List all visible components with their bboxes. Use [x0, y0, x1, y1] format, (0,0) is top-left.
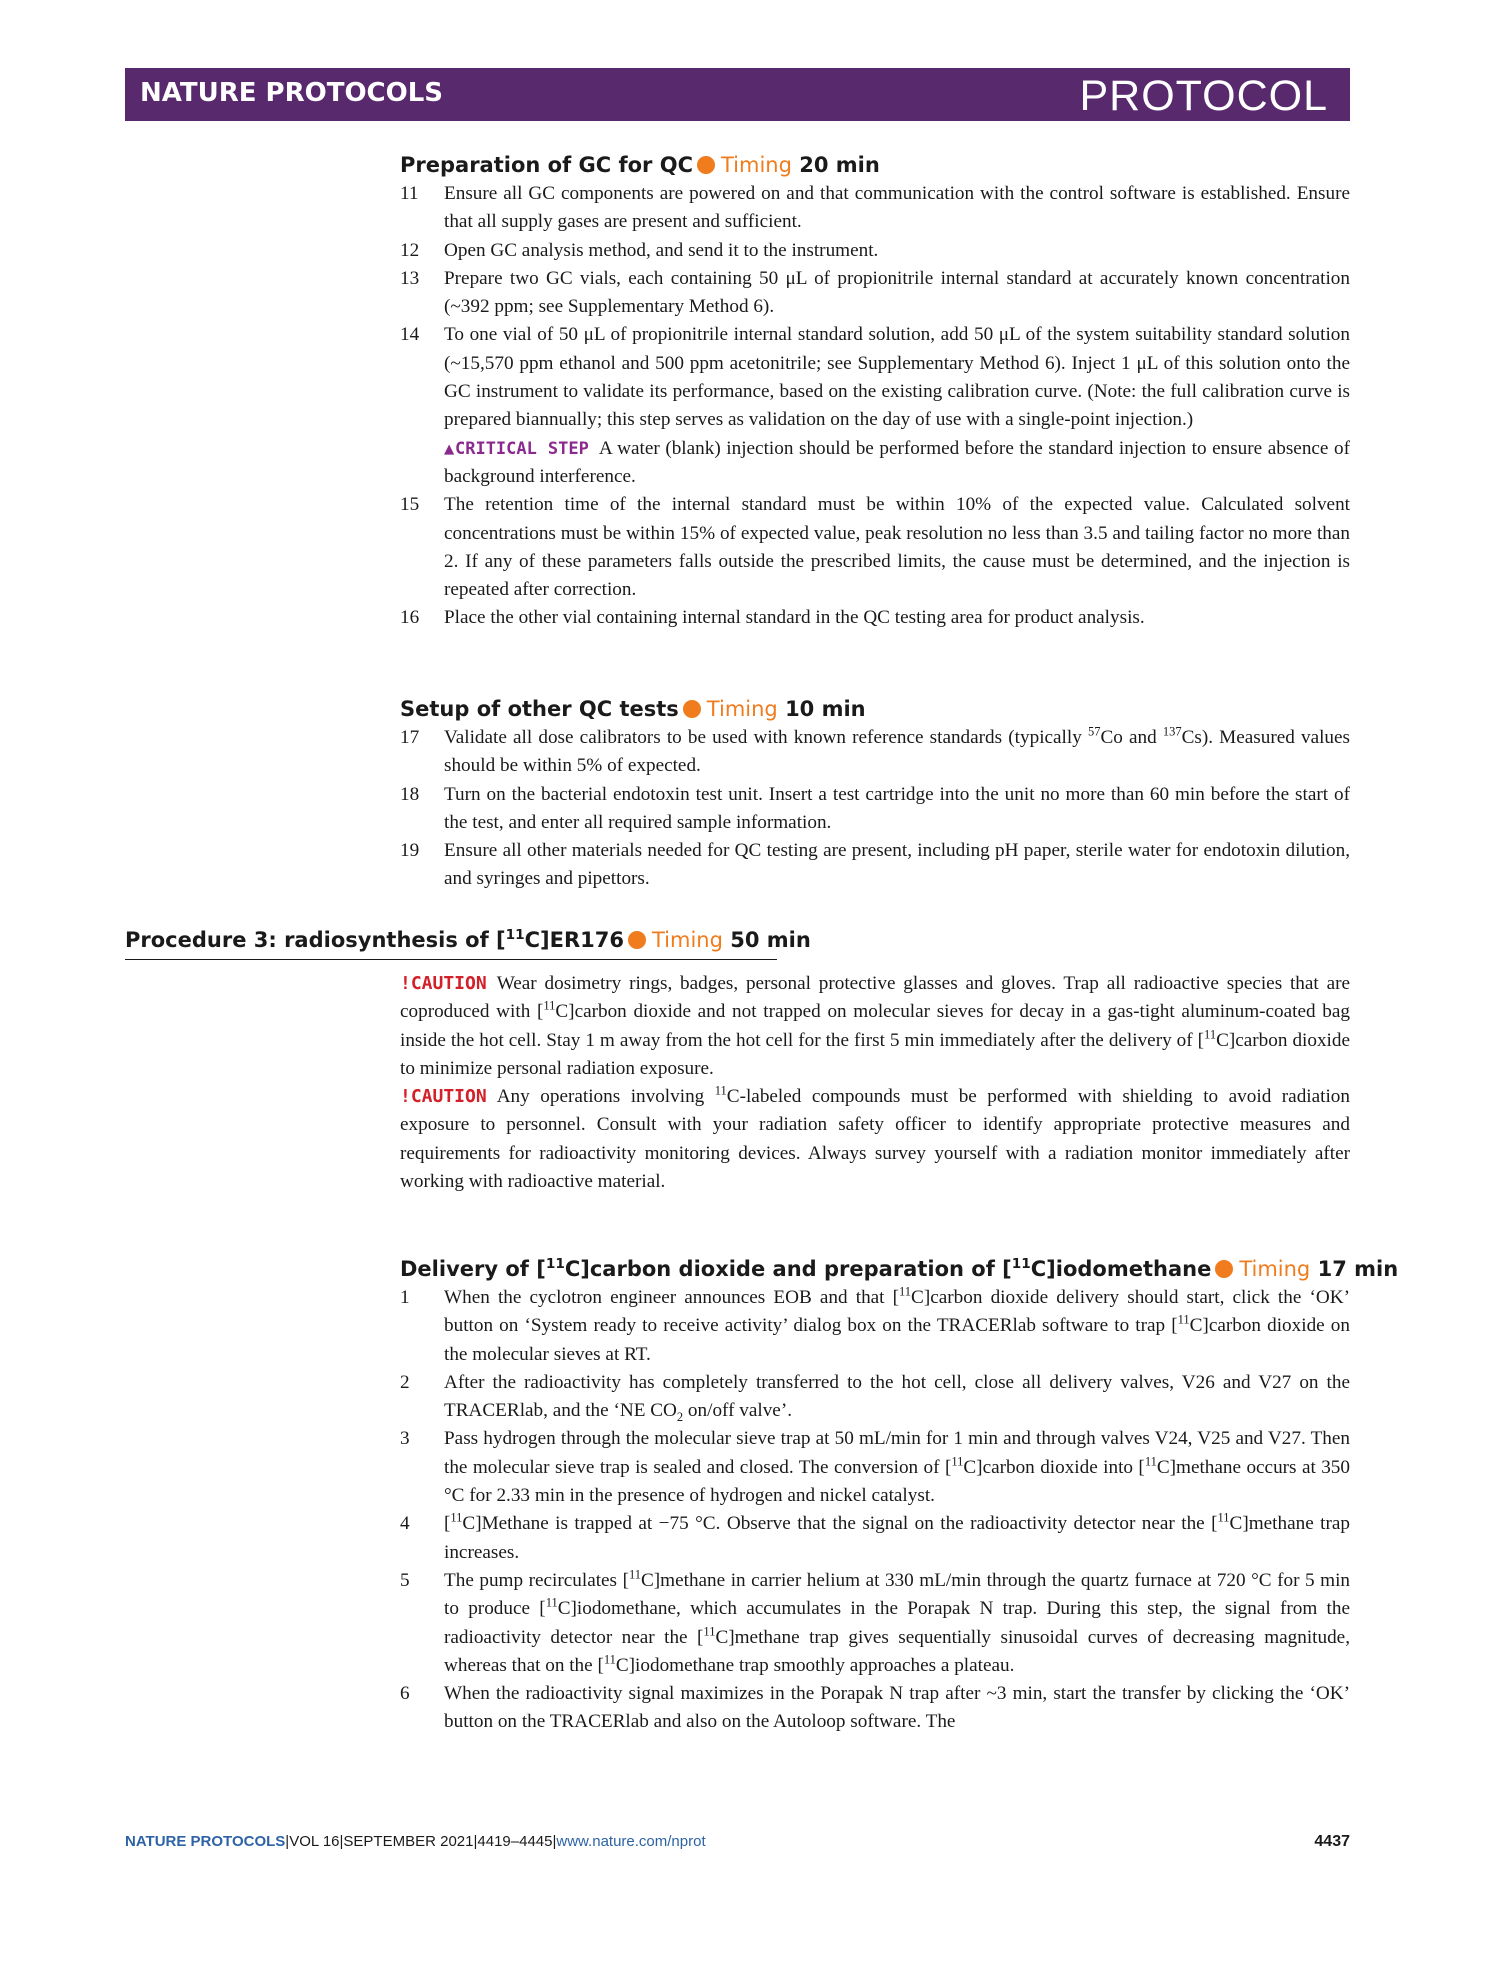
step-13: [400, 265, 1350, 322]
section-label: PROTOCOL: [1079, 72, 1328, 120]
caution-label: !CAUTION: [400, 1086, 487, 1108]
step-number: 16: [400, 607, 420, 629]
timing-value: 20 min: [799, 153, 880, 177]
timing-dot-icon: [628, 931, 646, 949]
step-5: [400, 1567, 1350, 1680]
step-number: 12: [400, 239, 420, 261]
step-text: After the radioactivity has completely transferred to the hot cell, close all delivery valves, V26 and V27 on the TRACERlab, and the ‘NE $CO_2$ on/off valve’.: [444, 1371, 1350, 1425]
qc-steps: [400, 724, 1350, 894]
step-18: [400, 781, 1350, 838]
timing-label: Timing: [651, 928, 723, 952]
step-text: Open GC analysis method, and send it to the instrument.: [444, 239, 879, 261]
footer-pages: 4419–4445: [477, 1833, 553, 1850]
step-number: 6: [400, 1683, 410, 1705]
step-number: 11: [400, 183, 419, 204]
step-text: Place the other vial containing internal standard in the QC testing area for product analysis.: [444, 607, 1145, 629]
step-19: [400, 837, 1350, 894]
footer-date: SEPTEMBER 2021: [343, 1833, 474, 1850]
step-text: Prepare two GC vials, each containing 50 μL of propionitrile internal standard at accurately known concentration (~392 ppm; see Supplementary Method 6).: [444, 267, 1350, 318]
step-12: [400, 237, 1350, 265]
step-number: 18: [400, 783, 420, 805]
delivery-section-heading: Delivery of [$^{11}$C]carbon dioxide and preparation of [$^{11}$C]iodomethane Timing 17 min: [400, 1256, 1399, 1281]
step-11: [400, 180, 1350, 237]
step-16: [400, 604, 1350, 632]
step-number: 5: [400, 1569, 410, 1591]
procedure-heading: Procedure 3: radiosynthesis of [$^{11}$C]ER176 Timing 50 min: [125, 925, 777, 960]
step-number: 19: [400, 840, 420, 862]
caution-2: !CAUTION Any operations involving $^{11}$C-labeled compounds must be performed with shielding to avoid radiation exposure to personnel. Consult with your radiation safety officer to identify appropriate protective measures and requirements for radioactivity monitoring devices. Always survey yourself with a radiation monitor immediately after working with radioactive material.: [400, 1083, 1350, 1193]
timing-value: 17 min: [1317, 1257, 1399, 1281]
step-6: [400, 1680, 1350, 1737]
cautions: [400, 970, 1350, 1196]
page-number: 4437: [1314, 1833, 1350, 1850]
footer-url-link[interactable]: www.nature.com/nprot: [556, 1833, 706, 1850]
qc-section-heading: [400, 694, 1350, 724]
critical-step-text: A water (blank) injection should be performed before the standard injection to ensure absence of background interference.: [444, 437, 1350, 487]
journal-name: NATURE PROTOCOLS: [140, 78, 444, 108]
timing-label: Timing: [1239, 1257, 1311, 1281]
gc-section-title: Preparation of GC for QC: [400, 153, 693, 177]
step-text: Validate all dose calibrators to be used with known reference standards (typically $^{57}$Co and $^{137}$Cs). Measured values should be within 5% of expected.: [444, 724, 1351, 777]
gc-section: [400, 150, 1350, 633]
timing-value: 50 min: [730, 928, 811, 952]
qc-section-title: Setup of other QC tests: [400, 697, 679, 721]
step-15: [400, 491, 1350, 604]
timing-dot-icon: [697, 156, 715, 174]
step-number: 2: [400, 1371, 410, 1393]
timing-value: 10 min: [785, 697, 866, 721]
step-text: The retention time of the internal standard must be within 10% of the expected value. Calculated solvent concentrations must be within 15% of expected value, peak resolution no less than 3.5 and tailing factor no more than 2. If any of these parameters falls outside the prescribed limits, the cause must be determined, and the injection is repeated after correction.: [444, 494, 1350, 601]
step-text: Ensure all other materials needed for QC testing are present, including pH paper, sterile water for endotoxin dilution, and syringes and pipettors.: [444, 840, 1350, 890]
critical-step-label: ▲CRITICAL STEP: [444, 438, 589, 459]
step-text: Turn on the bacterial endotoxin test unit. Insert a test cartridge into the unit no more than 60 min before the start of the test, and enter all required sample information.: [444, 783, 1350, 833]
step-text: Ensure all GC components are powered on and that communication with the control software is established. Ensure that all supply gases are present and sufficient.: [444, 183, 1350, 233]
step-3: [400, 1425, 1350, 1510]
step-text: To one vial of 50 μL of propionitrile internal standard solution, add 50 μL of the system suitability standard solution (~15,570 ppm ethanol and 500 ppm acetonitrile; see Supplementary Method 6). Inject 1 μL of this solution onto the GC instrument to validate its performance, based on the existing calibration curve. (Note: the full calibration curve is prepared biannually; this step serves as validation on the day of use with a single-point injection.): [444, 324, 1350, 431]
step-text: When the cyclotron engineer announces EOB and that [$^{11}$C]carbon dioxide delivery should start, click the ‘OK’ button on ‘System ready to receive activity’ dialog box on the TRACERlab software to trap [$^{11}$C]carbon dioxide on the molecular sieves at RT.: [444, 1284, 1350, 1365]
step-14: [400, 321, 1350, 491]
step-number: 17: [400, 727, 420, 748]
delivery-section: [400, 1254, 1399, 1737]
qc-section: [400, 694, 1350, 894]
critical-step-note: [444, 435, 1350, 492]
page-footer: NATURE PROTOCOLS|VOL 16|SEPTEMBER 2021|4419–4445|www.nature.com/nprot 4437: [125, 1833, 1350, 1850]
step-4: [400, 1510, 1350, 1567]
footer-journal: NATURE PROTOCOLS: [125, 1833, 286, 1850]
timing-dot-icon: [1215, 1260, 1233, 1278]
step-17: [400, 724, 1350, 781]
step-number: 15: [400, 494, 420, 516]
step-text: When the radioactivity signal maximizes in the Porapak N trap after ~3 min, start the transfer by clicking the ‘OK’ button on the TRACERlab and also on the Autoloop software. The: [444, 1683, 1350, 1733]
step-text: [$^{11}$C]Methane is trapped at −75 °C. Observe that the signal on the radioactivity detector near the [$^{11}$C]methane trap increases.: [444, 1510, 1351, 1563]
gc-section-heading: [400, 150, 1350, 180]
step-number: 1: [400, 1287, 410, 1308]
timing-dot-icon: [683, 700, 701, 718]
step-text: Pass hydrogen through the molecular sieve trap at 50 mL/min for 1 min and through valves V24, V25 and V27. Then the molecular sieve trap is sealed and closed. The conversion of [$^{11}$C]carbon dioxide into [$^{11}$C]methane occurs at 350 °C for 2.33 min in the presence of hydrogen and nickel catalyst.: [444, 1428, 1350, 1507]
gc-steps: [400, 180, 1350, 633]
step-number: 14: [400, 324, 420, 346]
delivery-steps: [400, 1284, 1350, 1737]
step-number: 4: [400, 1513, 410, 1535]
caution-1: !CAUTION Wear dosimetry rings, badges, personal protective glasses and gloves. Trap all radioactive species that are coproduced with [$^{11}$C]carbon dioxide and not trapped on molecular sieves for decay in a gas-tight aluminum-coated bag inside the hot cell. Stay 1 m away from the hot cell for the first 5 min immediately after the delivery of [$^{11}$C]carbon dioxide to minimize personal radiation exposure.: [400, 973, 1350, 1079]
caution-label: !CAUTION: [400, 973, 487, 994]
footer-volume: VOL 16: [289, 1833, 340, 1850]
step-number: 3: [400, 1428, 410, 1450]
step-1: [400, 1284, 1350, 1369]
timing-label: Timing: [720, 153, 792, 177]
header-banner: [125, 68, 1350, 121]
step-2: [400, 1369, 1350, 1426]
step-number: 13: [400, 267, 420, 289]
timing-label: Timing: [706, 697, 778, 721]
step-text: The pump recirculates [$^{11}$C]methane in carrier helium at 330 mL/min through the quartz furnace at 720 °C for 5 min to produce [$^{11}$C]iodomethane, which accumulates in the Porapak N trap. During this step, the signal from the radioactivity detector near the [$^{11}$C]methane trap gives sequentially sinusoidal curves of decreasing magnitude, whereas that on the [$^{11}$C]iodomethane trap smoothly approaches a plateau.: [444, 1567, 1351, 1676]
